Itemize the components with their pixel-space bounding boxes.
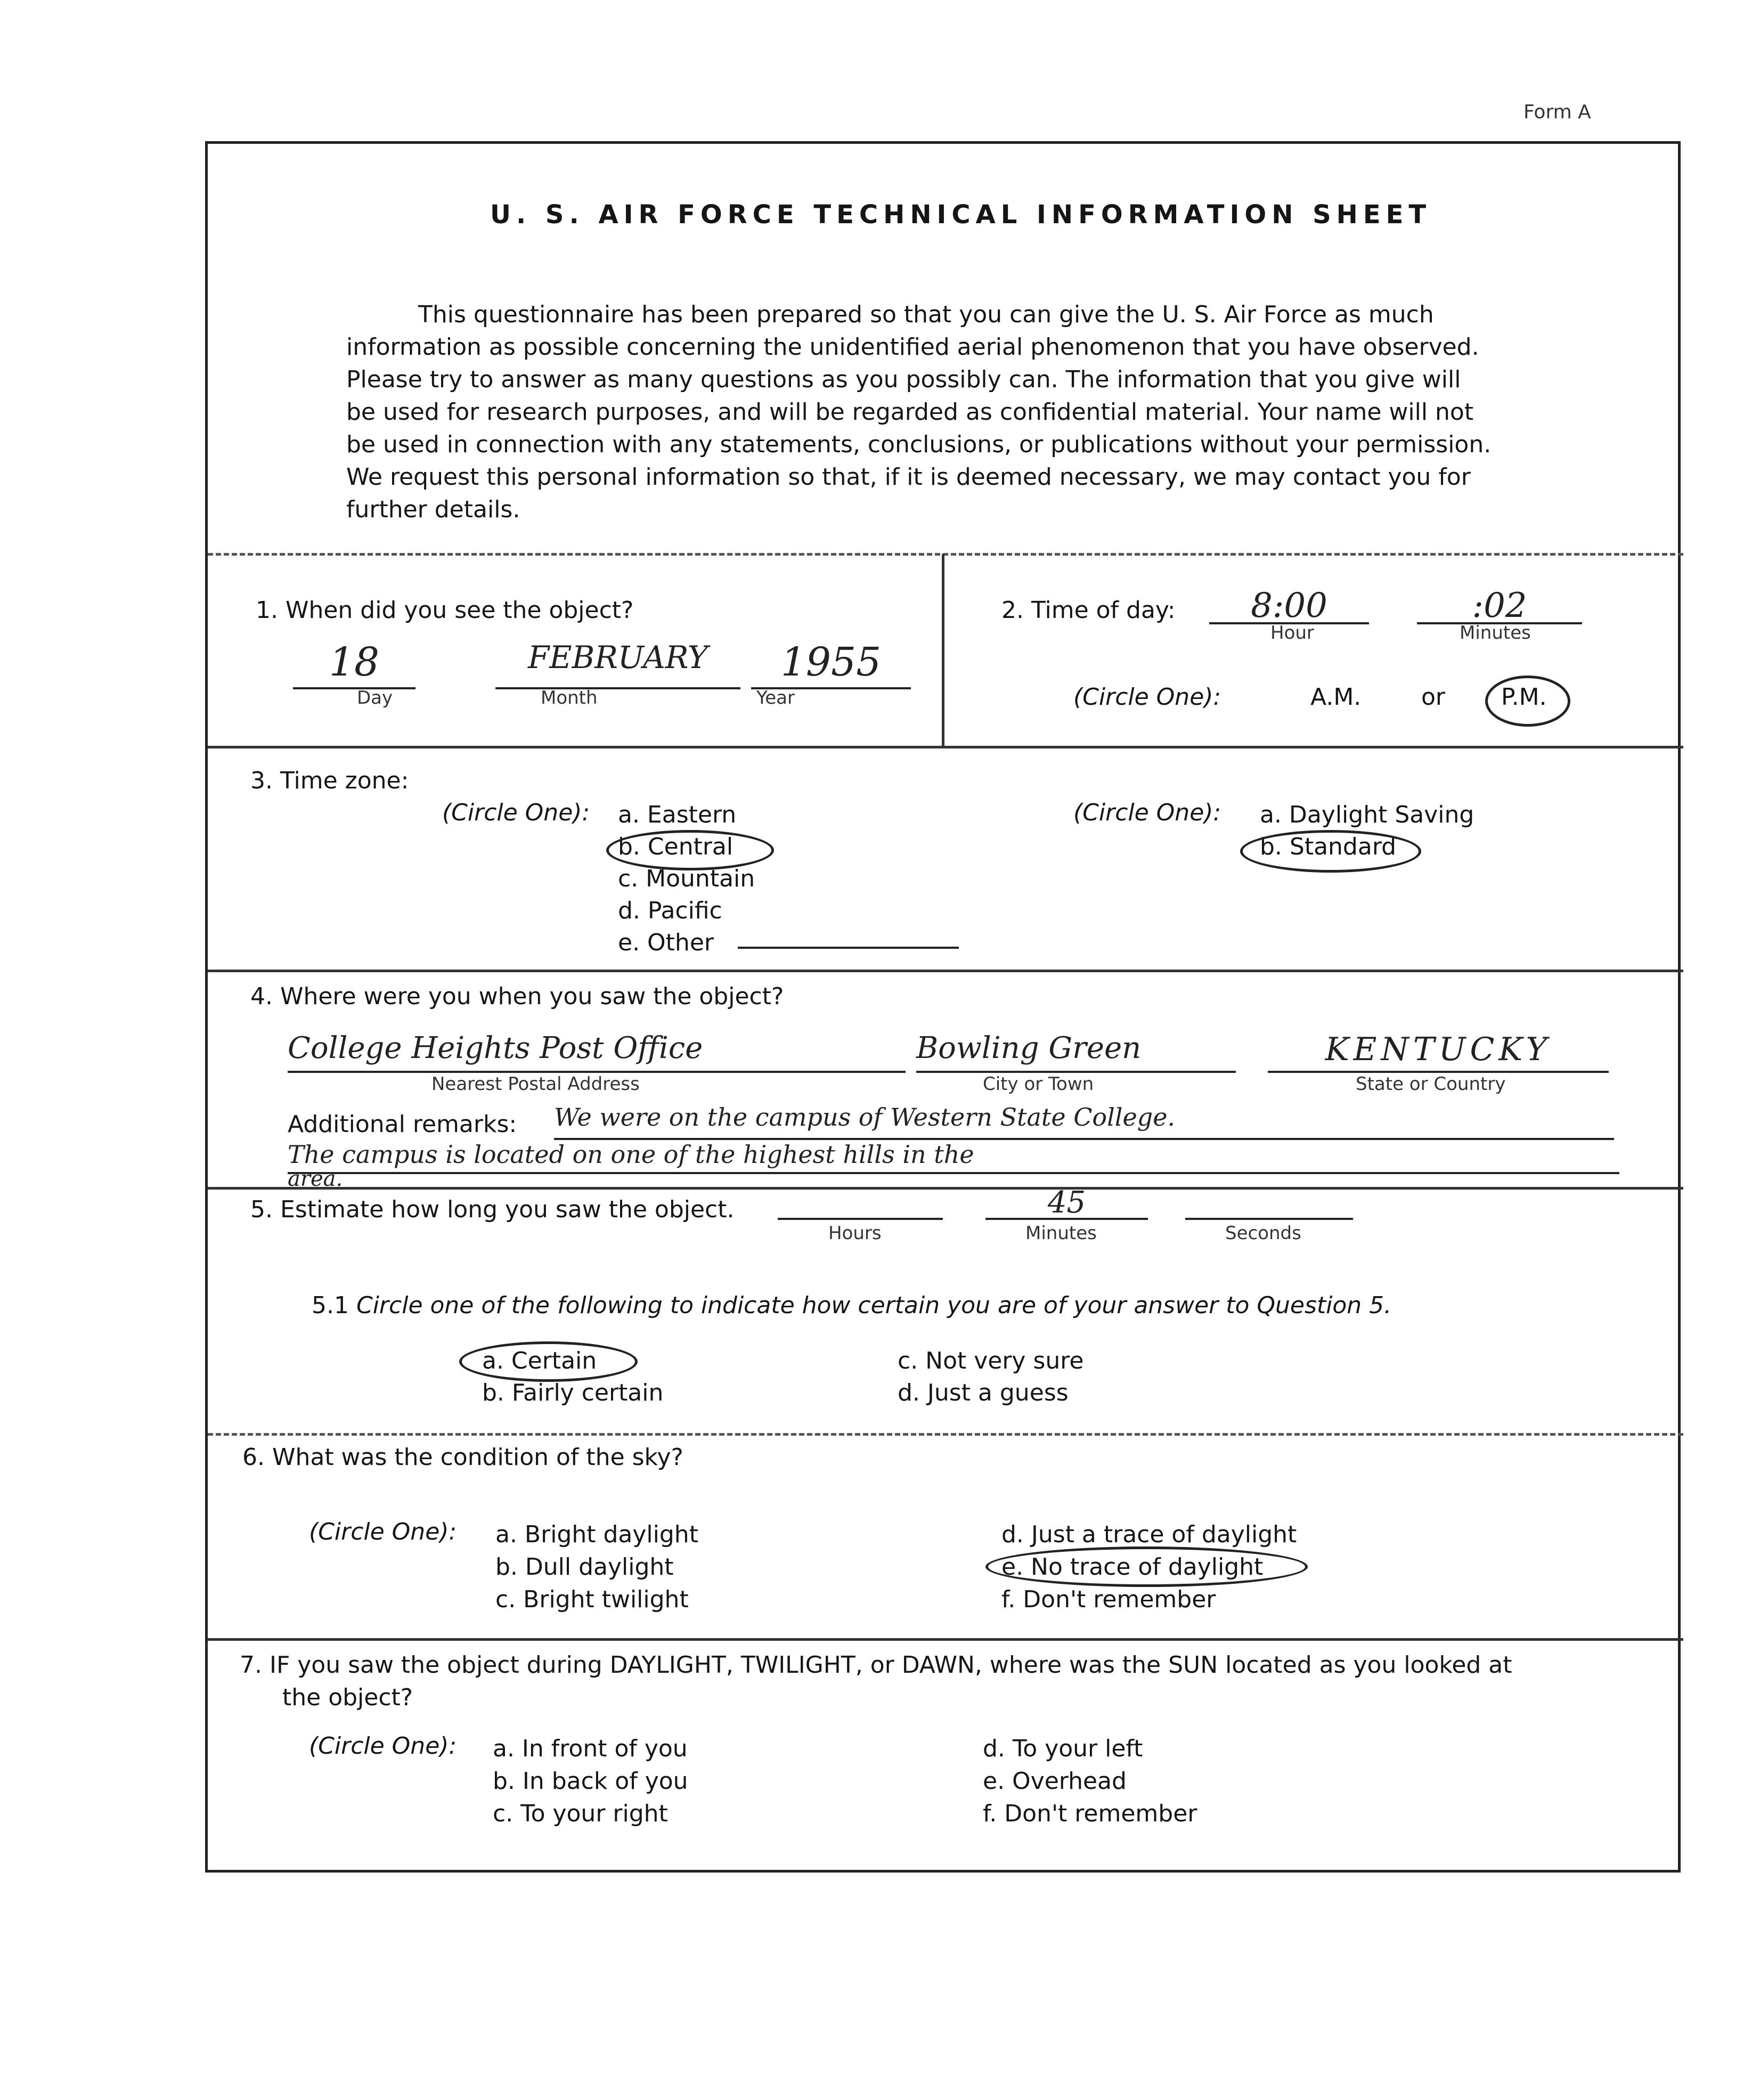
question-1: 1. When did you see the object?: [256, 597, 634, 624]
sky-trace-of-daylight[interactable]: d. Just a trace of daylight: [1001, 1521, 1297, 1548]
certainty-certain[interactable]: a. Certain: [482, 1347, 597, 1374]
intro-paragraph: [346, 298, 1534, 526]
remarks-line-2[interactable]: [288, 1140, 1619, 1174]
sun-in-front[interactable]: a. In front of you: [493, 1735, 688, 1762]
sky-dull-daylight[interactable]: b. Dull daylight: [495, 1553, 674, 1581]
year-value: 1955: [780, 639, 882, 685]
remarks-text-3: area.: [288, 1167, 343, 1191]
question-5-1-text: Circle one of the following to indicate how certain you are of your answer to Question 5.: [356, 1292, 1392, 1319]
duration-minutes-label: Minutes: [1025, 1223, 1097, 1244]
question-5: 5. Estimate how long you saw the object.: [250, 1196, 735, 1223]
city-label: City or Town: [983, 1073, 1094, 1095]
state-value: KENTUCKY: [1325, 1031, 1552, 1068]
intro-line: be used in connection with any statements, conclusions, or publications without your permission.: [346, 431, 1492, 458]
certainty-just-a-guess[interactable]: d. Just a guess: [898, 1379, 1069, 1406]
section-divider: [208, 1433, 1683, 1436]
dst-daylight-saving[interactable]: a. Daylight Saving: [1260, 801, 1474, 828]
address-field[interactable]: [288, 1031, 906, 1073]
hours-label: Hours: [828, 1223, 882, 1244]
circle-one-label: (Circle One):: [1073, 683, 1221, 711]
section-divider: [208, 746, 1683, 748]
intro-line: be used for research purposes, and will be regarded as confidential material. Your name will not: [346, 398, 1474, 426]
address-value: College Heights Post Office: [288, 1031, 703, 1065]
duration-minutes-field[interactable]: [985, 1185, 1148, 1220]
question-7: [240, 1649, 1512, 1714]
sky-bright-twilight[interactable]: c. Bright twilight: [495, 1586, 689, 1613]
seconds-label: Seconds: [1225, 1223, 1301, 1244]
circle-one-label: (Circle One):: [1073, 799, 1221, 826]
zone-mountain[interactable]: c. Mountain: [618, 865, 755, 892]
hours-field[interactable]: [778, 1193, 943, 1220]
day-label: Day: [357, 687, 393, 709]
question-7-line-1: 7. IF you saw the object during DAYLIGHT, TWILIGHT, or DAWN, where was the SUN located as you looked at: [240, 1651, 1512, 1679]
hour-field[interactable]: [1209, 586, 1369, 624]
address-label: Nearest Postal Address: [431, 1073, 640, 1095]
sky-options-left: [495, 1518, 698, 1616]
question-6: 6. What was the condition of the sky?: [242, 1444, 683, 1471]
sun-in-back[interactable]: b. In back of you: [493, 1768, 688, 1795]
remarks-text-2: The campus is located on one of the highest hills in the: [288, 1140, 974, 1169]
intro-line: Please try to answer as many questions as you possibly can. The information that you give will: [346, 366, 1461, 393]
question-4: 4. Where were you when you saw the object?: [250, 983, 784, 1010]
dst-standard[interactable]: b. Standard: [1260, 833, 1397, 860]
pm-option[interactable]: P.M.: [1501, 683, 1547, 711]
day-value: 18: [329, 639, 380, 685]
question-2: 2. Time of day:: [1001, 597, 1176, 624]
sun-options-right: [983, 1732, 1197, 1830]
seconds-field[interactable]: [1185, 1193, 1353, 1220]
question-7-line-2: the object?: [282, 1684, 413, 1711]
city-value: Bowling Green: [916, 1031, 1142, 1065]
minutes-label: Minutes: [1460, 622, 1531, 644]
state-label: State or Country: [1356, 1073, 1506, 1095]
zone-central[interactable]: b. Central: [618, 833, 734, 860]
month-value: FEBRUARY: [527, 639, 708, 675]
remarks-line-1[interactable]: [554, 1103, 1614, 1140]
section-divider: [208, 1187, 1683, 1190]
year-field[interactable]: [751, 639, 911, 689]
question-5-1: [312, 1292, 1391, 1319]
circle-one-label: (Circle One):: [309, 1518, 457, 1545]
duration-minutes-value: 45: [1047, 1185, 1086, 1220]
selection-circle: [606, 830, 774, 870]
remarks-label: Additional remarks:: [288, 1111, 517, 1138]
circle-one-label: (Circle One):: [309, 1732, 457, 1760]
hour-label: Hour: [1270, 622, 1314, 644]
other-zone-field[interactable]: [738, 920, 959, 949]
section-divider: [208, 553, 1683, 556]
selection-circle: [1240, 830, 1421, 873]
certainty-options-right: [898, 1345, 1083, 1409]
sun-options-left: [493, 1732, 688, 1830]
am-option[interactable]: A.M.: [1310, 683, 1362, 711]
column-divider: [942, 554, 944, 746]
zone-other[interactable]: e. Other: [618, 929, 714, 956]
sun-to-left[interactable]: d. To your left: [983, 1735, 1143, 1762]
sky-no-trace-of-daylight[interactable]: e. No trace of daylight: [1001, 1553, 1264, 1581]
section-divider: [208, 1638, 1683, 1641]
zone-pacific[interactable]: d. Pacific: [618, 897, 722, 924]
hour-value: 8:00: [1251, 586, 1327, 625]
zone-eastern[interactable]: a. Eastern: [618, 801, 737, 828]
sky-dont-remember[interactable]: f. Don't remember: [1001, 1586, 1216, 1613]
year-label: Year: [756, 687, 795, 709]
state-field[interactable]: [1268, 1031, 1609, 1073]
certainty-fairly-certain[interactable]: b. Fairly certain: [482, 1379, 664, 1406]
sun-dont-remember[interactable]: f. Don't remember: [983, 1800, 1197, 1827]
selection-circle: [985, 1546, 1308, 1587]
form-label: Form A: [1523, 101, 1591, 123]
month-label: Month: [541, 687, 598, 709]
remarks-text-1: We were on the campus of Western State College.: [554, 1103, 1176, 1132]
sun-overhead[interactable]: e. Overhead: [983, 1768, 1127, 1795]
day-field[interactable]: [293, 639, 415, 689]
city-field[interactable]: [916, 1031, 1236, 1073]
section-divider: [208, 970, 1683, 972]
or-label: or: [1421, 683, 1446, 711]
minutes-value: :02: [1472, 586, 1527, 625]
sky-bright-daylight[interactable]: a. Bright daylight: [495, 1521, 698, 1548]
circle-one-label: (Circle One):: [442, 799, 590, 826]
page-title: U. S. AIR FORCE TECHNICAL INFORMATION SHEET: [490, 200, 1432, 230]
month-field[interactable]: [495, 639, 740, 689]
certainty-not-very-sure[interactable]: c. Not very sure: [898, 1347, 1084, 1374]
intro-line: This questionnaire has been prepared so that you can give the U. S. Air Force as much: [418, 301, 1434, 328]
question-3: 3. Time zone:: [250, 767, 409, 794]
question-5-1-number: 5.1: [312, 1292, 349, 1319]
selection-circle: [459, 1341, 638, 1382]
minutes-field[interactable]: [1417, 586, 1582, 624]
sun-to-right[interactable]: c. To your right: [493, 1800, 668, 1827]
time-zone-options: [618, 799, 755, 959]
intro-line: further details.: [346, 496, 520, 523]
intro-line: We request this personal information so that, if it is deemed necessary, we may contact you for: [346, 463, 1471, 491]
intro-line: information as possible concerning the unidentified aerial phenomenon that you have observed.: [346, 333, 1479, 361]
